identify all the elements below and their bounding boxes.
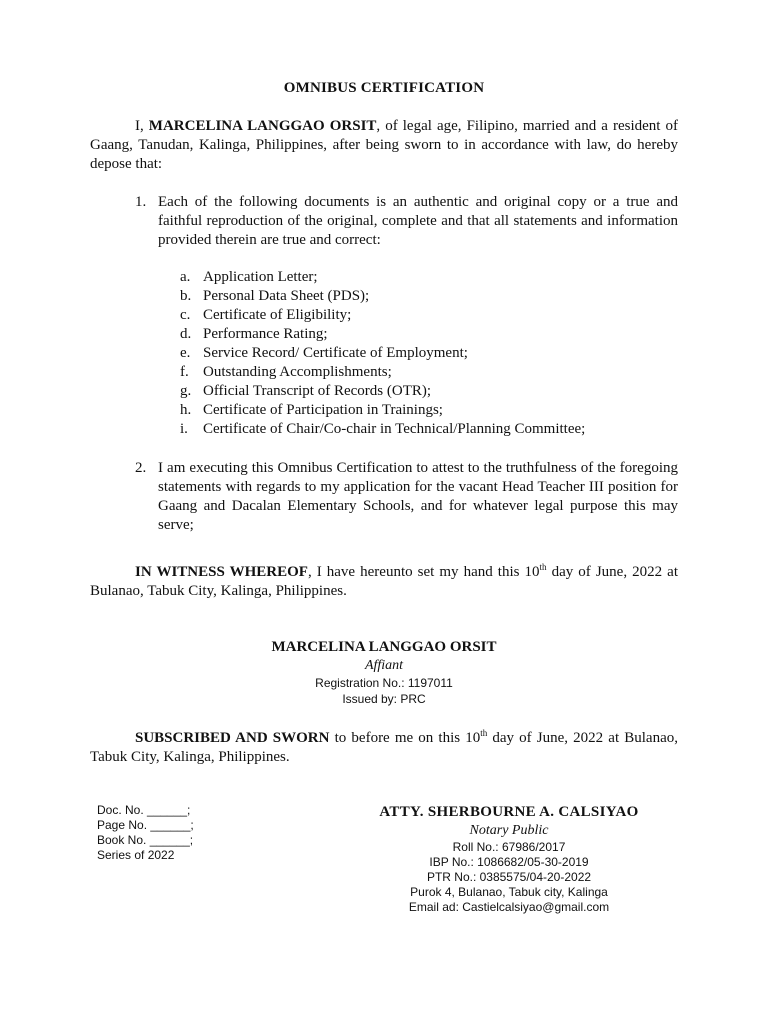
list-letter: f.	[180, 364, 189, 380]
witness-paragraph	[90, 563, 678, 601]
affiant-role: Affiant	[364, 658, 404, 673]
list-letter: a.	[180, 269, 191, 285]
list-text: Performance Rating;	[203, 326, 328, 342]
list-item	[180, 268, 585, 287]
page-number: Page No. ______;	[97, 818, 194, 832]
document-title: OMNIBUS CERTIFICATION	[283, 80, 485, 96]
numbered-item-1	[135, 193, 678, 250]
list-letter: c.	[180, 307, 191, 323]
subscribed-text-end: day of June, 2022 at Bulanao, Tabuk City, Kalinga, Philippines.	[90, 730, 678, 765]
affiant-signature-block	[0, 638, 768, 707]
list-letter: e.	[180, 345, 191, 361]
issued-by: Issued by: PRC	[342, 692, 426, 706]
ibp-number: IBP No.: 1086682/05-30-2019	[429, 855, 589, 869]
notary-email: Email ad: Castielcalsiyao@gmail.com	[408, 900, 610, 914]
numbered-item-2	[135, 459, 678, 535]
list-item	[180, 306, 585, 325]
witness-text-end: day of June, 2022 at Bulanao, Tabuk City, Kalinga, Philippines.	[90, 564, 678, 599]
item-number: 2.	[135, 460, 147, 476]
subscribed-paragraph	[90, 729, 678, 767]
list-text: Official Transcript of Records (OTR);	[203, 383, 432, 399]
notarial-register-block	[97, 803, 194, 863]
list-letter: d.	[180, 326, 192, 342]
notary-address: Purok 4, Bulanao, Tabuk city, Kalinga	[410, 885, 608, 899]
list-text: Service Record/ Certificate of Employment;	[203, 345, 468, 361]
book-number: Book No. ______;	[97, 833, 194, 847]
item-text: Each of the following documents is an authentic and original copy or a true and faithful reproduction of the original, complete and that all statements and information provided therein are true and correct:	[158, 194, 678, 248]
list-item	[180, 382, 585, 401]
list-text: Certificate of Chair/Co-chair in Technical/Planning Committee;	[203, 421, 586, 437]
registration-number: Registration No.: 1197011	[315, 676, 453, 690]
list-text: Certificate of Eligibility;	[203, 307, 352, 323]
list-item	[180, 344, 585, 363]
witness-superscript: th	[539, 562, 547, 572]
list-item	[180, 363, 585, 382]
item-text: I am executing this Omnibus Certification to attest to the truthfulness of the foregoing statements with regards to my application for the vacant Head Teacher III position for Gaang and Dacalan Elementary Schools, and for whatever legal purpose this may serve;	[158, 460, 678, 533]
list-text: Outstanding Accomplishments;	[203, 364, 392, 380]
intro-prefix: I,	[135, 118, 149, 134]
intro-text: , of legal age, Filipino, married and a resident of Gaang, Tanudan, Kalinga, Philippines, after being sworn to in accordance with law, do hereby depose that:	[90, 118, 678, 172]
series-year: Series of 2022	[97, 848, 175, 862]
list-text: Application Letter;	[203, 269, 318, 285]
notary-role: Notary Public	[469, 823, 549, 838]
list-text: Certificate of Participation in Trainings;	[203, 402, 443, 418]
roll-number: Roll No.: 67986/2017	[452, 840, 566, 854]
list-item	[180, 420, 585, 439]
list-letter: h.	[180, 402, 192, 418]
witness-lead: IN WITNESS WHEREOF	[135, 564, 308, 580]
list-item	[180, 325, 585, 344]
intro-paragraph	[90, 117, 678, 174]
list-text: Personal Data Sheet (PDS);	[203, 288, 370, 304]
list-letter: i.	[180, 421, 188, 437]
item-number: 1.	[135, 194, 147, 210]
subscribed-superscript: th	[480, 728, 488, 738]
doc-number: Doc. No. ______;	[97, 803, 191, 817]
ptr-number: PTR No.: 0385575/04-20-2022	[426, 870, 592, 884]
affiant-name-inline: MARCELINA LANGGAO ORSIT	[148, 118, 377, 134]
list-letter: b.	[180, 288, 192, 304]
list-item	[180, 401, 585, 420]
subscribed-lead: SUBSCRIBED AND SWORN	[135, 730, 330, 746]
list-item	[180, 287, 585, 306]
subscribed-text: to before me on this 10	[329, 730, 481, 746]
witness-text: , I have hereunto set my hand this 10	[307, 564, 540, 580]
documents-list	[180, 268, 585, 439]
affiant-name: MARCELINA LANGGAO ORSIT	[271, 639, 497, 655]
notary-name: ATTY. SHERBOURNE A. CALSIYAO	[379, 804, 639, 820]
notary-block	[340, 803, 678, 915]
list-letter: g.	[180, 383, 192, 399]
